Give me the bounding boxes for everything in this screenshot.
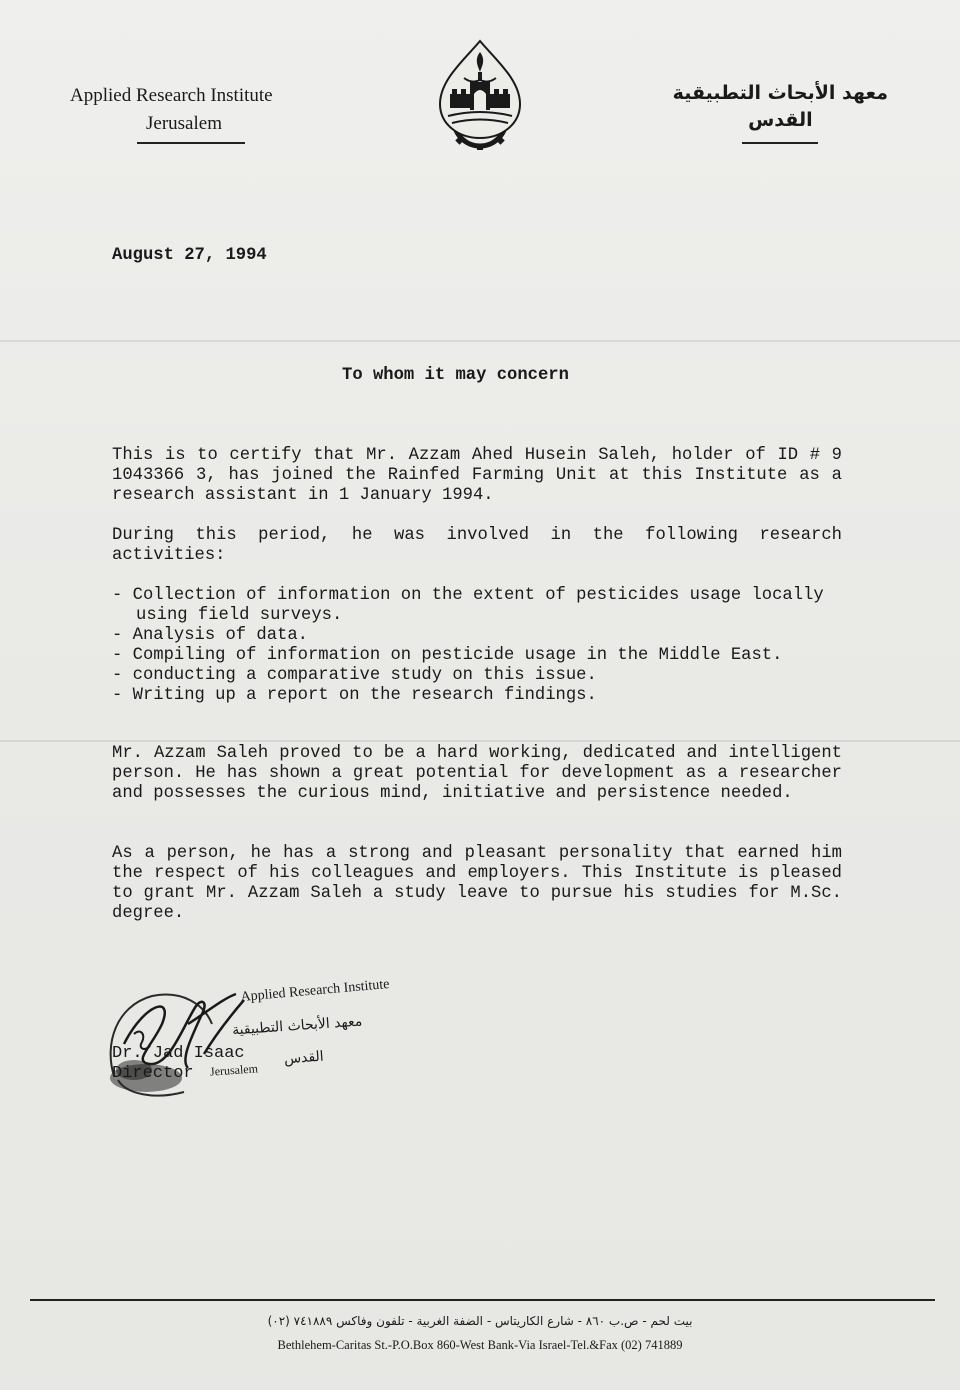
paper-fold-line: [0, 740, 960, 742]
letter-paragraph-4: As a person, he has a strong and pleasant personality that earned him the respect of his colleagues and employers. This Institute is pleased to grant Mr. Azzam Saleh a study leave to pursue his studies for M.Sc. degree.: [112, 844, 842, 923]
stamp-institute-arabic: معهد الأبحاث التطبيقية: [231, 1013, 363, 1039]
list-item: - Collection of information on the extent of pesticides usage locally using field surveys.: [112, 586, 824, 625]
letter-subject: To whom it may concern: [342, 366, 569, 385]
letterhead-english: [70, 82, 273, 138]
list-item: - Writing up a report on the research findings.: [112, 686, 597, 705]
institute-name-arabic: معهد الأبحاث التطبيقية: [672, 82, 888, 104]
paper-fold-line: [0, 340, 960, 342]
footer-address-arabic: بيت لحم - ص.ب ٨٦٠ - شارع الكاريتاس - الضفة الغربية - تلفون وفاكس ٧٤١٨٨٩ (٠٢): [267, 1314, 693, 1328]
letter-paragraph-1: This is to certify that Mr. Azzam Ahed Husein Saleh, holder of ID # 9 1043366 3, has joined the Rainfed Farming Unit at this Institute as a research assistant in 1 January 1994.: [112, 446, 842, 505]
letter-paragraph-2: During this period, he was involved in the following research activities:: [112, 526, 842, 565]
stamp-city-arabic: القدس: [283, 1048, 325, 1068]
list-item: - Compiling of information on pesticide usage in the Middle East.: [112, 646, 783, 665]
institute-city-english: Jerusalem: [146, 113, 222, 134]
signer-title: Director: [112, 1064, 194, 1083]
institute-city-arabic: القدس: [748, 109, 813, 131]
signer-name: Dr. Jad Isaac: [112, 1044, 245, 1063]
letterhead-arabic: [673, 80, 888, 134]
institute-name-english: Applied Research Institute: [70, 85, 273, 106]
letterhead-rule-left: [137, 142, 245, 144]
institute-logo-icon: [434, 38, 526, 150]
list-item: - conducting a comparative study on this issue.: [112, 666, 597, 685]
stamp-city-english: Jerusalem: [209, 1061, 259, 1079]
footer-rule: [30, 1299, 935, 1301]
activities-list: [112, 586, 842, 706]
footer-address-english: Bethlehem-Caritas St.-P.O.Box 860-West Bank-Via Israel-Tel.&Fax (02) 741889: [277, 1338, 683, 1352]
letterhead-rule-right: [742, 142, 818, 144]
letter-date: August 27, 1994: [112, 246, 267, 265]
letter-paragraph-3: Mr. Azzam Saleh proved to be a hard working, dedicated and intelligent person. He has shown a great potential for development as a researcher and possesses the curious mind, initiative and persistence needed.: [112, 744, 842, 803]
stamp-institute-english: Applied Research Institute: [240, 976, 391, 1005]
list-item: - Analysis of data.: [112, 626, 308, 645]
